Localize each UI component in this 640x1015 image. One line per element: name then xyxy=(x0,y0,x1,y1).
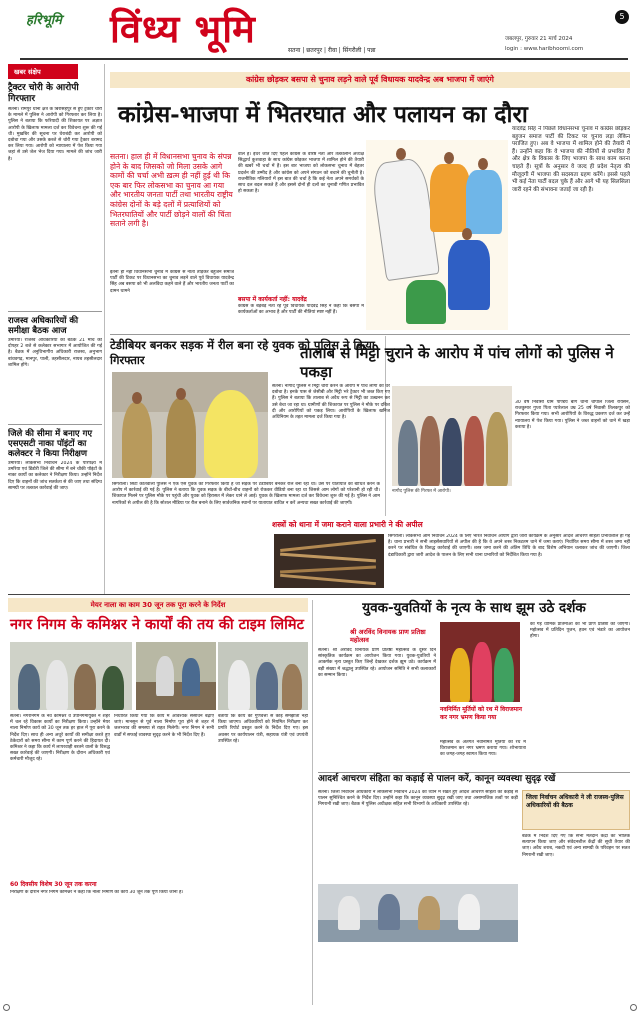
dance-headline: युवक-युवतियों के नृत्य के साथ झूम उठे दर्शक xyxy=(362,600,586,616)
weapons-body: सिंगरौली। लोकसभा आम निर्वाचन 2024 के लिए भारत निर्वाचन आयोग द्वारा जारी कार्यक्रम के अनुसार आदर्श आचरण संहिता प्रभावशील हो गई है। थाना प्रभारी ने सभी लाइसेंसधारियों से अपील की है कि वे अपने शस्त्र निकटतम थाने में जमा कराएं। निर्धारित समय सीमा में शस्त्र जमा नहीं करने पर संबंधित के विरुद्ध कार्रवाई की जाएगी। शस्त्र जमा करने की अंतिम तिथि के बाद विशेष अभियान चलाकर जांच की जाएगी। जिला दंडाधिकारी द्वारा जारी आदेश के पालन के लिए सभी थाना प्रभारियों को निर्देशित किया गया है। xyxy=(388,534,630,558)
attendee-2 xyxy=(378,894,400,930)
head-officer-2 xyxy=(176,388,186,400)
official-2 xyxy=(46,660,68,710)
rifle-1 xyxy=(280,539,376,552)
congress-col2b: कांग्रेस के बड़बड़ नेता रहे पूर्व विधायक यादवेंद्र सिंह ने कहा कि बसपा में कार्यकर्ताओं का अभाव है और पार्टी की नीतियां स्पष्ट नहीं हैं। xyxy=(238,304,364,316)
registration-mark-2 xyxy=(630,1004,637,1011)
police-officer-3 xyxy=(486,412,508,486)
code-col3: बैठक में निर्देश दिए गए कि सभी मतदान केंद्रों का भौतिक सत्यापन किया जाए और संवेदनशील केंद्रों की सूची तैयार की जाए। अवैध शराब, नकदी एवं अन्य सामग्री के परिवहन पर सतत निगरानी रखी जाए। xyxy=(522,834,630,858)
brief2-body: उमरिया। राजस्व अधिकारियों की बैठक 21 मार्च को दोपहर 2 बजे से कलेक्टर सभागार में आयोजित की गई है। बैठक में अनुविभागीय अधिकारी राजस्व, अनुभाग बांधवगढ़, मानपुर, पाली, तहसीलदार, नायब तहसीलदार शामिल होंगे। xyxy=(8,338,102,368)
cartoon-head-3 xyxy=(478,158,488,170)
masthead xyxy=(0,0,640,60)
cartoon-head-1 xyxy=(396,148,406,160)
congress-kicker xyxy=(110,72,630,88)
soil-body: सतना। नागौद पुलिस ने मिट्टी चोरी करने के आरोप में पांच लोगों को धर दबोचा है। इनके पास से जेसीबी और मिट्टी भरे ट्रैक्टर भी जब्त किए गए हैं। पुलिस ने बताया कि तालाब से अवैध रूप से मिट्टी का उत्खनन कर उसे बेचा जा रहा था। ग्रामीणों की शिकायत पर पुलिस ने मौके पर दबिश दी और आरोपियों को पकड़ लिया। आरोपियों के खिलाफ खनिज अधिनियम के तहत मामला दर्ज किया गया है। xyxy=(272,384,390,421)
congress-headline: कांग्रेस-भाजपा में भितरघात और पलायन का दौरा xyxy=(118,101,528,128)
page-number: 5 xyxy=(615,10,629,24)
registration-mark-1 xyxy=(3,1004,10,1011)
dance-sub: श्री अरविंद विनायक प्राण प्रतिष्ठा महोत्सव xyxy=(350,628,426,644)
cartoon-figure-skyblue xyxy=(466,170,502,234)
dance-subhead2: नवनिर्मित मूर्तियों को रथ में विराजमान कर नगर भ्रमण किया गया xyxy=(440,706,523,721)
drain-construction xyxy=(136,682,216,710)
code-body: सतना। जिला निर्वाचन अधिकारी ने लोकसभा निर्वाचन 2024 को ध्यान में रखते हुए आदर्श आचरण संहिता का कड़ाई से पालन सुनिश्चित करने के निर्देश दिए। उन्होंने कहा कि कानून व्यवस्था सुदृढ़ रखी जाए तथा असामाजिक तत्वों पर कड़ी निगरानी रखी जाए। बैठक में पुलिस अधीक्षक सहित सभी विभागों के अधिकारी उपस्थित रहे। xyxy=(318,790,518,808)
cartoon-figure-green xyxy=(406,280,446,324)
worker-2 xyxy=(182,658,200,696)
date-line: जबलपुर, गुरुवार 21 मार्च 2024 xyxy=(505,36,573,42)
municipal-photo-3 xyxy=(218,642,308,710)
soil-col3: 30 वर्ष निवासी ग्राम पाण्डेय बाग थाना चौपाल जिला रायसेन, राजकुमार गुप्ता पिता प्यारेलाल उम्र 25 वर्ष निवासी तिलकपुर को गिरफ्तार किया गया। सभी आरोपियों के विरुद्ध प्रकरण दर्ज कर उन्हें न्यायालय में पेश किया गया। पुलिस ने जब्त वाहनों को थाने में खड़ा कराया है। xyxy=(515,400,630,430)
teddy-bear-suit xyxy=(204,390,258,478)
official-5 xyxy=(228,660,250,710)
municipal-kicker: मेयर नाला का काम 30 जून तक पूरा करने के निर्देश xyxy=(90,601,226,609)
cartoon-figure-saffron xyxy=(430,164,470,232)
teddy-photo xyxy=(112,372,268,478)
attendee-4 xyxy=(458,894,480,930)
code-box-head: जिला निर्वाचन अधिकारी ने ली राजस्व-पुलिस अधिकारियों की बैठक xyxy=(526,794,624,809)
official-7 xyxy=(282,664,302,710)
dancer-2 xyxy=(472,642,492,702)
weapons-photo xyxy=(274,534,384,588)
official-3 xyxy=(74,664,96,710)
municipal-photo-2 xyxy=(136,642,216,710)
brand-logo: हरिभूमि xyxy=(26,13,62,28)
website-line: login : www.haribhoomi.com xyxy=(505,46,584,52)
dancer-3 xyxy=(494,648,514,702)
weapons-headline-bar xyxy=(272,518,630,532)
accused-3 xyxy=(442,418,462,486)
brief1-body: सतना। रामपुर थाना क्षेत्र के बिरसिंहपुर से हुए ट्रैक्टर चोरी के मामले में पुलिस ने आरोपी को गिरफ्तार कर लिया है। पुलिस ने बताया कि फरियादी की शिकायत पर अज्ञात आरोपी के खिलाफ मामला दर्ज कर विवेचना शुरू की गई थी। मुखबिर की सूचना पर घेराबंदी कर आरोपी को दबोचा गया और उसके कब्जे से चोरी गया ट्रैक्टर बरामद कर लिया गया। आरोपी को न्यायालय में पेश किया गया जहां से उसे जेल भेज दिया गया। मामले की जांच जारी है। xyxy=(8,107,102,162)
dancer-1 xyxy=(450,648,470,702)
code-photo xyxy=(318,884,518,942)
rule-1 xyxy=(110,334,630,335)
brief3-title: जिले की सीमा में बनाए गए एसएसटी नाका पॉइंटों का कलेक्टर ने किया निरीक्षण xyxy=(8,429,93,459)
dance-photo xyxy=(440,622,520,702)
municipal-photo-1 xyxy=(10,642,132,710)
congress-col2: वाले हैं। इधर जीत दिए पहले कांग्रेस के वरिष्ठ नेता और तत्कालीन अध्यक्ष सिद्धार्थ कुशवाहा के साथ कांग्रेस छोड़कर भाजपा में शामिल होने की तैयारी की खबरें भी चर्चा में हैं। इस बार भाजपा को लोकसभा चुनाव में बेहतर प्रदर्शन की उम्मीद है और कांग्रेस को अपने संगठन को बचाने की चुनौती है। राजनीतिक गलियारों में इस बात की चर्चा है कि कई नेता अपने समर्थकों के साथ दल बदल सकते हैं और इससे दोनों ही दलों का चुनावी गणित प्रभावित हो सकता है। xyxy=(238,152,364,195)
cartoon-head-4 xyxy=(462,228,472,240)
region-line: सतना | छतरपुर | रीवा | सिंगरौली | पन्ना xyxy=(288,47,376,54)
police-officer-2 xyxy=(166,398,196,478)
municipal-headline: नगर निगम के कमिश्नर ने कार्यों की तय की टाइम लिमिट xyxy=(10,616,304,633)
cartoon-head-2 xyxy=(444,152,454,164)
brief3-body: उमरिया। लोकसभा निर्वाचन 2024 के परिपेक्ष्य में उमरिया एवं डिंडोरी जिले की सीमा में बने चौकी पॉइंटों के नाका कार्यों का कलेक्टर ने निरीक्षण किया। उन्होंने निर्देश दिए कि वाहनों की जांच सतर्कता से की जाए तथा संदिग्ध सामग्री पर तत्काल कार्रवाई की जाए। xyxy=(8,461,102,491)
soil-caption: नागौद पुलिस की गिरफ्त में आरोपी। xyxy=(392,489,451,494)
cartoon-figure-blue xyxy=(448,240,490,310)
official-4 xyxy=(102,666,124,710)
teddy-headline: टेडीबियर बनकर सड़क में रील बना रहे युवक को पुलिस ने किया गिरफ्तार xyxy=(110,338,375,367)
municipal-body: सतना। नगरनिगम के नव कमिश्नर व उपनिगमायुक्त ने शहर में चल रहे विकास कार्यों का निरीक्षण किया। उन्होंने मेयर नाला निर्माण कार्य को 30 जून तक हर हाल में पूरा करने के निर्देश दिए। साथ ही अन्य अधूरे कार्यों की समीक्षा करते हुए ठेकेदारों को समय सीमा में काम पूर्ण करने की हिदायत दी। कमिश्नर ने कहा कि कार्य में लापरवाही बरतने वालों के विरुद्ध सख्त कार्रवाई की जाएगी। निरीक्षण के दौरान अधिकारी एवं कर्मचारी मौजूद रहे। xyxy=(10,714,110,763)
weapons-headline: शस्त्रों को थाना में जमा कराने वाला प्रभारी ने की अपील xyxy=(272,520,423,529)
code-box xyxy=(522,790,630,830)
municipal-box-head: 60 दिवसीय विशेष 30 जून तक करना xyxy=(10,881,97,888)
sidebar-tag: खबर संक्षेप xyxy=(8,64,78,79)
accused-1 xyxy=(398,420,418,486)
official-6 xyxy=(256,662,278,710)
congress-kicker-text: कांग्रेस छोड़कर बसपा से चुनाव लड़ने वाले पूर्व विधायक यादवेन्द्र अब भाजपा में जाएंगे xyxy=(246,75,494,84)
section-title: विंध्य भूमि xyxy=(110,6,256,51)
municipal-kicker-bar xyxy=(8,598,308,612)
congress-lead2: इतना ही नहीं विधानसभा चुनाव में कांग्रेस से नाता तोड़कर बहुजन समाज पार्टी की टिकट पर विधानसभा का चुनाव लड़ने वाले पूर्व विधायक यादवेन्द्र सिंह अब बसपा को भी अलविदा कहने वाले हैं और भारतीय जनता पार्टी का दामन थामने xyxy=(110,270,234,294)
official-1 xyxy=(18,664,40,710)
municipal-box-body: निरीक्षण के दौरान नगर निगम कमिश्नर ने कहा कि नाला निर्माण का कार्य 30 जून तक पूर्ण किया जाना है। xyxy=(10,890,184,895)
sidebar xyxy=(8,64,102,590)
municipal-body3: बताया कि कार्य की गुणवत्ता से कोई समझौता नहीं किया जाएगा। अधिकारियों को नियमित निरीक्षण कर प्रगति रिपोर्ट प्रस्तुत करने के निर्देश दिए गए। इस अवसर पर कार्यपालन यंत्री, सहायक यंत्री एवं उपयंत्री उपस्थित रहे। xyxy=(218,714,308,744)
congress-col3: यादवेंद्र सिंह ने पिछले विधानसभा चुनाव में कांग्रेस छोड़कर बहुजन समाज पार्टी की टिकट पर चुनाव लड़ा लेकिन पराजित हुए। अब वे भाजपा में शामिल होने की तैयारी में हैं। उन्होंने कहा कि वे भाजपा की नीतियों से प्रभावित हैं और क्षेत्र के विकास के लिए भाजपा के साथ काम करना चाहते हैं। सूत्रों के अनुसार वे जल्द ही प्रदेश नेतृत्व की मौजूदगी में भाजपा की सदस्यता ग्रहण करेंगे। इससे पहले भी कई नेता पार्टी बदल चुके हैं और आगे भी यह सिलसिला जारी रहने की संभावना जताई जा रही है। xyxy=(512,126,630,193)
municipal-body2: निर्धारित किया गया कि कार्य में आवश्यक संसाधन बढ़ाए जाएं। मानसून से पूर्व नाला निर्माण पूरा होने से शहर में जलभराव की समस्या से राहत मिलेगी। नगर निगम ने सभी वार्डों में सफाई व्यवस्था सुदृढ़ करने के भी निर्देश दिए हैं। xyxy=(114,714,214,738)
teddy-body: सिंगरौली। सिटी कोतवाली पुलिस ने एक ऐसे युवक को गिरफ्तार किया है जो सड़क पर टेडीबियर बनकर रील बना रहा था। उस पर यातायात को बाधित करने के आरोप में कार्रवाई की गई है। पुलिस ने बताया कि युवक सड़क के बीचों-बीच वाहनों को रोककर वीडियो बना रहा था जिससे आम लोगों को परेशानी हो रही थी। शिकायत मिलने पर पुलिस मौके पर पहुंची और युवक को हिरासत में लेकर थाने ले आई। युवक के खिलाफ मामला दर्ज कर विवेचना शुरू की गई है। पुलिस ने आम नागरिकों से अपील की है कि सोशल मीडिया पर रील बनाने के लिए सार्वजनिक स्थानों पर यातायात बाधित न करें अन्यथा सख्त कार्रवाई की जाएगी। xyxy=(112,482,380,506)
masthead-rule xyxy=(20,58,628,60)
attendee-3 xyxy=(418,896,440,930)
soil-headline: तालाब से मिट्टी चुराने के आरोप में पांच लोगों को पुलिस ने पकड़ा xyxy=(300,344,614,381)
congress-subhead: बसपा में कार्यकर्ता नहीं: यादवेंद्र xyxy=(238,296,307,303)
rule-2 xyxy=(8,594,630,595)
dance-body2: महोत्सव के अंतर्गत नवनिर्मित मूर्तियों को रथ में विराजमान कर नगर भ्रमण कराया गया। शोभायात्रा का जगह-जगह स्वागत किया गया। xyxy=(440,740,526,758)
sidebar-divider xyxy=(104,64,105,594)
accused-2 xyxy=(420,416,440,486)
code-headline: आदर्श आचरण संहिता का कड़ाई से पालन करें, कानून व्यवस्था सुदृढ़ रखें xyxy=(318,774,556,784)
head-officer-1 xyxy=(132,392,142,404)
congress-lead: सतना। हाल ही में विधानसभा चुनाव के संपन्न होने के बाद जिसको जो मिला उसके आगे कामों की चर्चा अभी ख़त्म ही नहीं हुई थी कि एक बार फिर लोकसभा का चुनाव आ गया और भारतीय जनता पार्टी तथा भारतीय राष्ट्रीय कांग्रेस दोनों के बड़े दलों में प्रत्याशियों को भितरघातियों और पार्टी छोड़ने वालों की चिंता सताने लगी है। xyxy=(110,152,233,229)
dance-col3: की गई धार्मिक प्रतिमाओं की भी प्राण प्रतिष्ठा की जाएगी। महोत्सव में प्रतिदिन पूजन, हवन एवं भंडारे का आयोजन होगा। xyxy=(530,622,630,640)
divider-bottom xyxy=(312,600,313,1005)
rifle-2 xyxy=(280,553,376,563)
brief2-title: राजस्व अधिकारियों की समीक्षा बैठक आज xyxy=(8,316,79,336)
dance-body: सतना। श्री अरविंद विनायक प्राण प्रतिष्ठा महोत्सव के दूसरे दिन सांस्कृतिक कार्यक्रम का आयोजन किया गया। युवक-युवतियों ने आकर्षक नृत्य प्रस्तुत किए जिन्हें देखकर दर्शक झूम उठे। कार्यक्रम में बड़ी संख्या में श्रद्धालु उपस्थित रहे। आयोजन समिति ने सभी कलाकारों का सम्मान किया। xyxy=(318,648,436,678)
rifle-3 xyxy=(280,565,376,573)
soil-photo xyxy=(392,386,512,486)
worker-1 xyxy=(156,656,174,696)
brief1-title: ट्रैक्टर चोरी के आरोपी गिरफ्तार xyxy=(8,83,79,104)
attendee-1 xyxy=(338,896,360,930)
rule-3 xyxy=(318,772,630,773)
rifle-4 xyxy=(280,574,376,585)
police-officer-1 xyxy=(122,402,152,478)
accused-4 xyxy=(464,416,484,486)
political-cartoon xyxy=(366,140,508,330)
